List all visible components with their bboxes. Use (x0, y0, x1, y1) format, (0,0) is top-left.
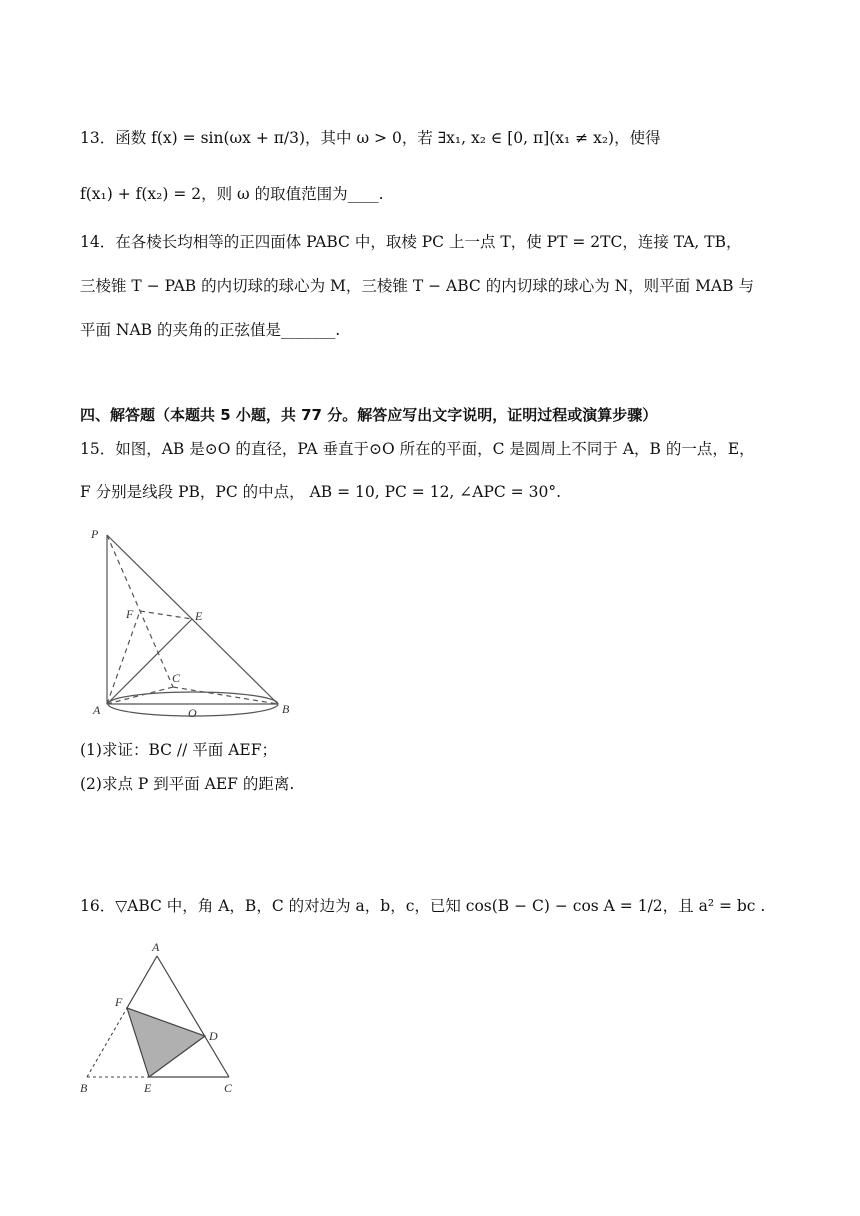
label-b: B (80, 1081, 88, 1095)
q15-part-2: (2)求点 P 到平面 AEF 的距离. (80, 775, 295, 793)
label-e: E (195, 609, 203, 623)
section-heading: 四、解答题（本题共 5 小题，共 77 分。解答应写出文字说明，证明过程或演算步骤） (80, 406, 658, 424)
q14-line-3: 平面 NAB 的夹角的正弦值是_______. (80, 321, 341, 339)
label-f: F (115, 995, 123, 1009)
label-e: E (144, 1081, 152, 1095)
segment-af (107, 611, 140, 704)
q14-line-2: 三棱锥 T − PAB 的内切球的球心为 M，三棱锥 T − ABC 的内切球的球心为 N，则平面 MAB 与 (80, 277, 754, 295)
q15-line-1: 15．如图，AB 是⊙O 的直径，PA 垂直于⊙O 所在的平面，C 是圆周上不同于 A，B 的一点，E， (80, 440, 755, 458)
q16-figure (72, 938, 247, 1098)
segment-fe (140, 611, 192, 619)
q15-line-2: F 分别是线段 PB，PC 的中点， AB = 10, PC = 12, ∠APC = 30°. (80, 483, 561, 501)
label-f: F (126, 607, 134, 621)
q15-figure (85, 520, 300, 725)
label-b: B (282, 702, 290, 716)
q16-line-1: 16．▽ABC 中，角 A，B，C 的对边为 a，b，c，已知 cos(B − C) − cos A = 1/2，且 a² = bc . (80, 897, 766, 915)
q13-line-1: 13．函数 f(x) = sin(ωx + π/3)，其中 ω > 0，若 ∃x₁, x₂ ∈ [0, π](x₁ ≠ x₂)，使得 (80, 129, 661, 147)
segment-cb (173, 687, 278, 704)
q13-line-2: f(x₁) + f(x₂) = 2，则 ω 的取值范围为____. (80, 185, 384, 203)
label-a: A (152, 940, 160, 954)
q15-part-1: (1)求证：BC // 平面 AEF； (80, 741, 277, 759)
q14-line-1: 14．在各棱长均相等的正四面体 PABC 中，取棱 PC 上一点 T，使 PT = 2TC，连接 TA, TB， (80, 233, 742, 251)
label-c: C (172, 671, 181, 685)
segment-bf (87, 1008, 127, 1077)
label-a: A (93, 703, 101, 717)
label-d: D (209, 1029, 218, 1043)
shaded-triangle-def (127, 1008, 205, 1077)
segment-ab (127, 956, 157, 1008)
segment-ac (107, 687, 173, 704)
label-c: C (224, 1081, 233, 1095)
label-p: P (91, 527, 99, 541)
segment-ae (107, 619, 192, 704)
label-o: O (188, 706, 197, 720)
